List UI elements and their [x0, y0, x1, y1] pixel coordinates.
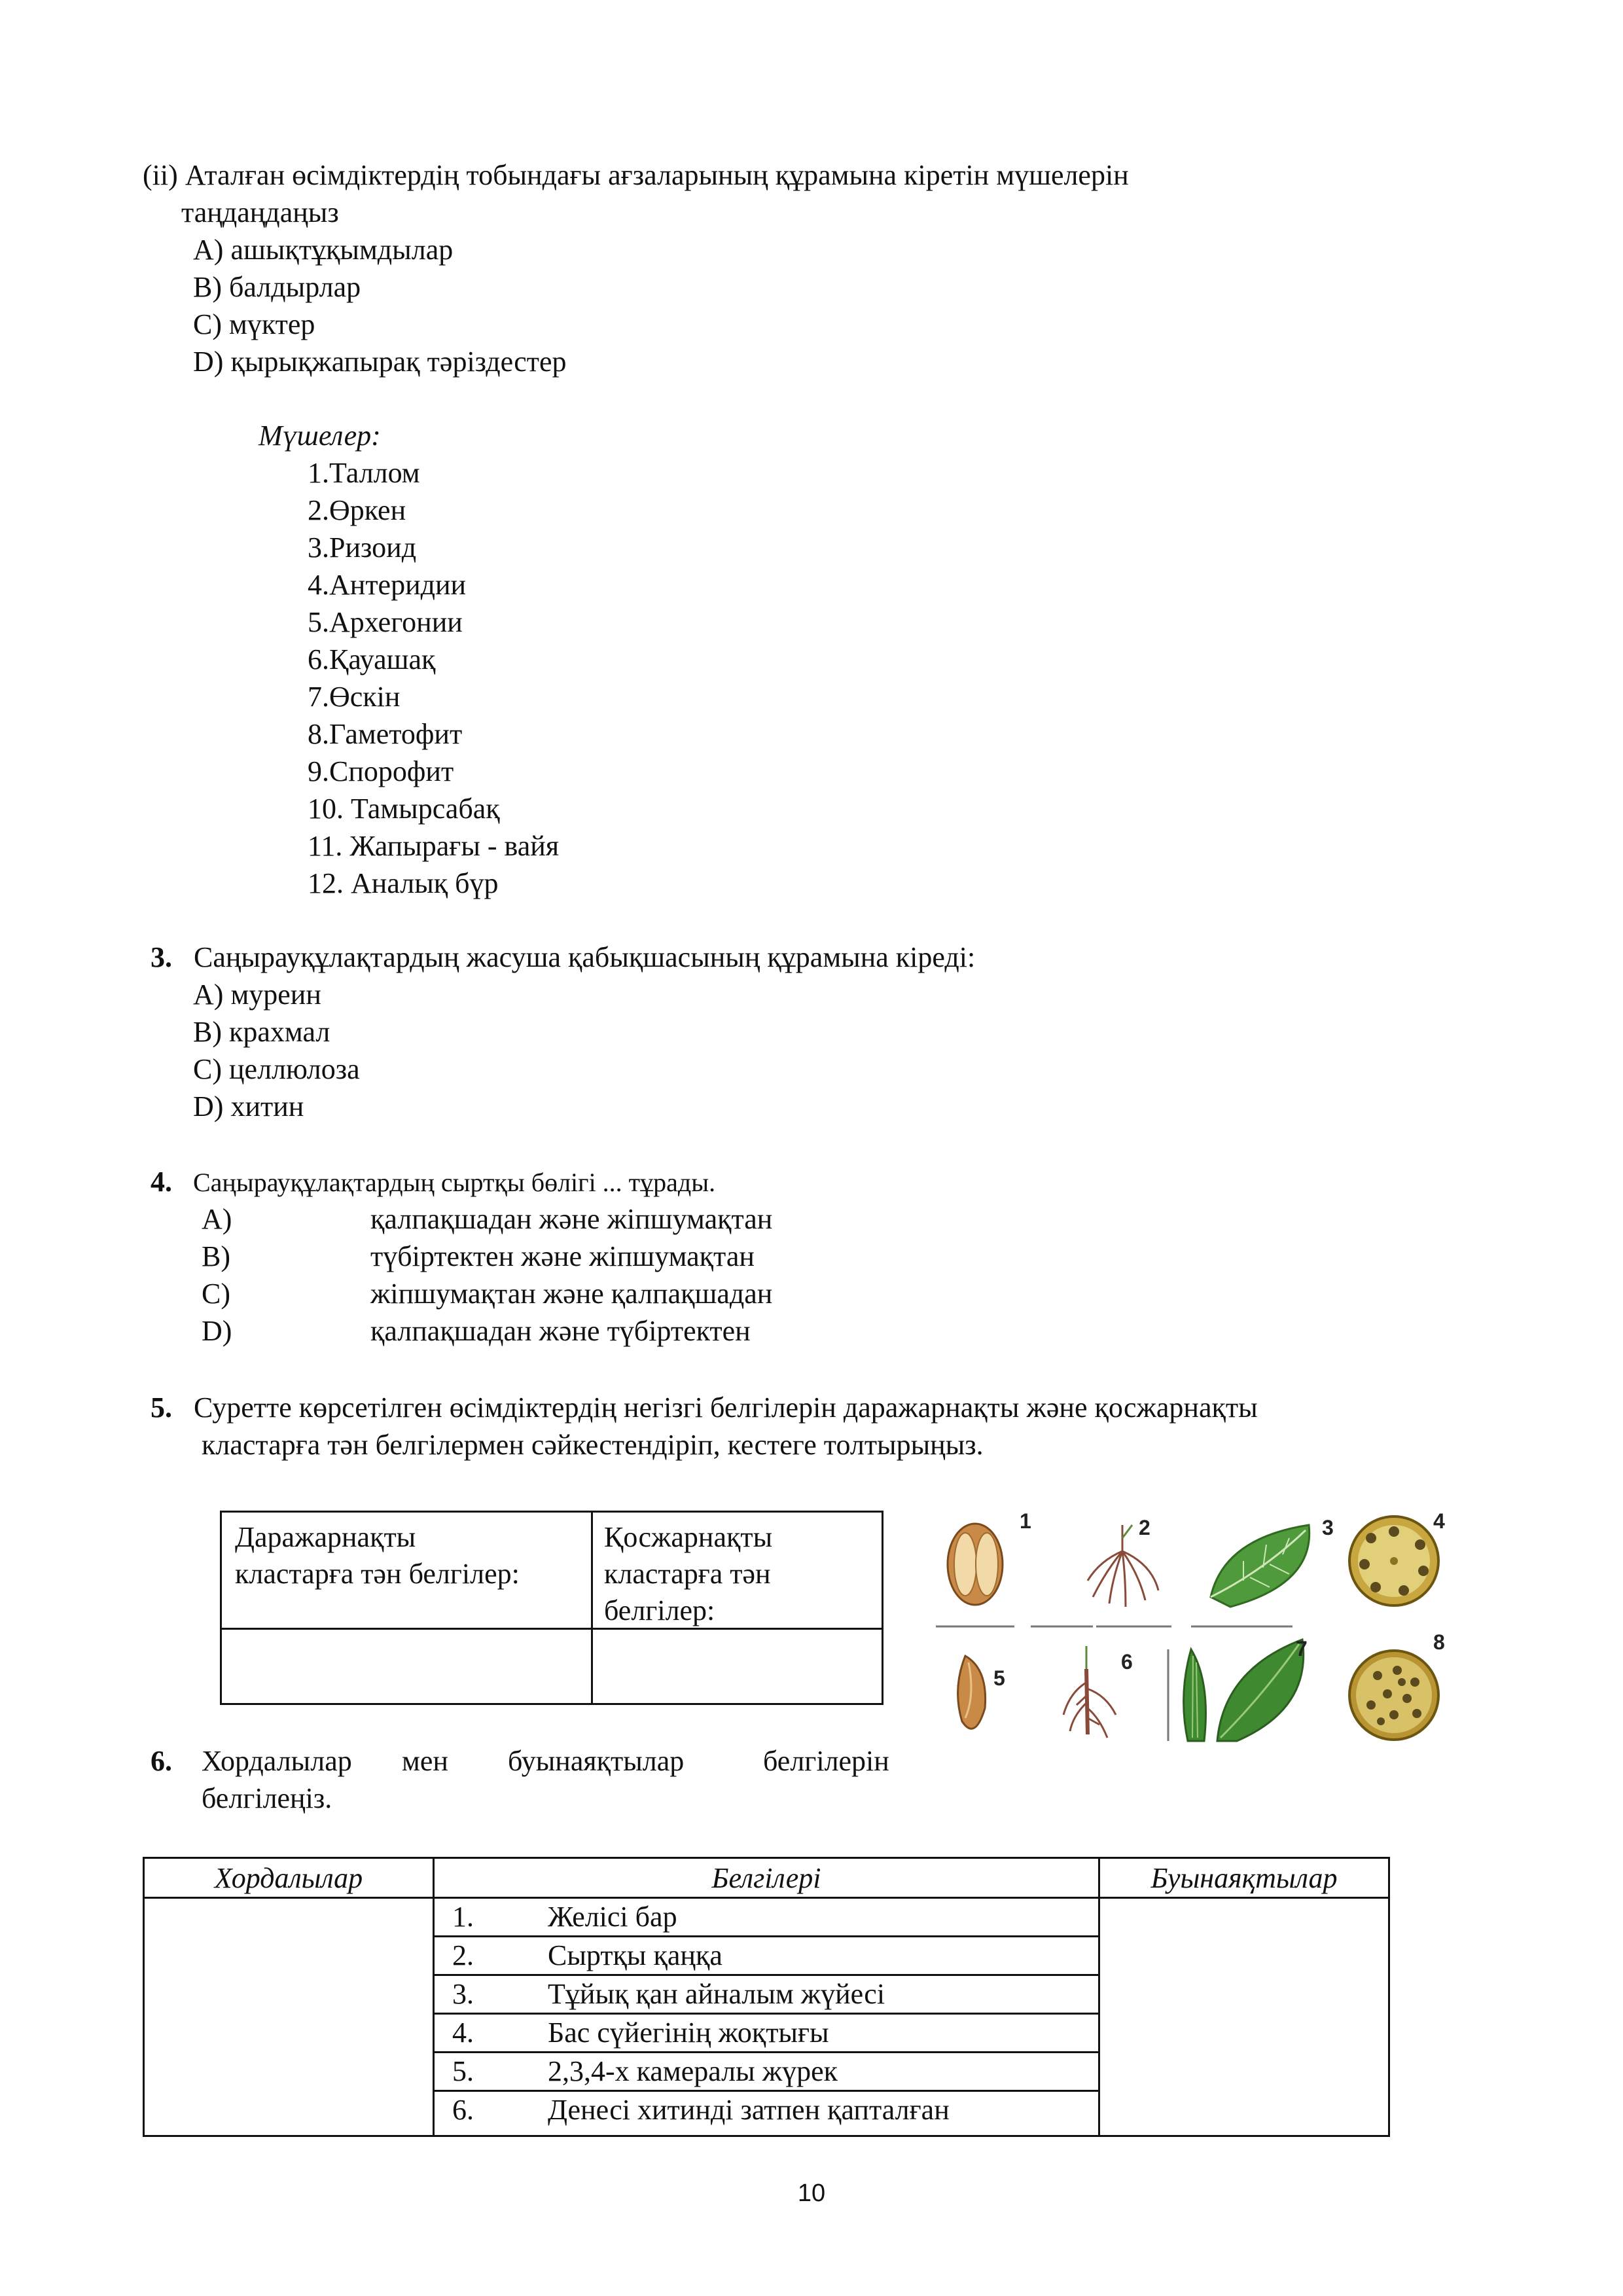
q5-question-line2: кластарға тəн белгілермен сəйкестендіріп, кестеге толтырыңыз.: [202, 1429, 984, 1461]
q4-option-text-c: жіпшумақтан жəне қалпақшадан: [370, 1278, 773, 1310]
list-item: 5.Архегонии: [308, 606, 463, 638]
q6-question-line2: белгілеңіз.: [202, 1782, 332, 1814]
list-item: 10. Тамырсабақ: [308, 793, 500, 825]
q5-header-monocot: Даражарнақты кластарға тəн белгілер:: [235, 1521, 520, 1590]
q4-option-text-d: қалпақшадан жəне түбіртектен: [370, 1315, 751, 1347]
q6-question-line1: [151, 1743, 172, 1780]
q4-option-letter-a: A): [202, 1203, 232, 1235]
part-ii-option-c: C) мүктер: [193, 308, 315, 340]
table-row-text: Бас сүйегінің жоқтығы: [548, 2017, 829, 2049]
list-item: 12. Аналық бүр: [308, 867, 499, 899]
table-row-text: Тұйық қан айналым жүйесі: [548, 1978, 885, 2010]
figure-label-6: 6: [1121, 1650, 1133, 1674]
q3-question: 3. Саңырауқұлақтардың жасуша қабықшасының құрамына кіреді:: [151, 941, 976, 973]
table-row-text: Сыртқы қаңқа: [548, 1939, 722, 1971]
q6-number: 6.: [151, 1745, 172, 1777]
seed-dicot-icon: [948, 1524, 1003, 1605]
q5-answer-cell-dicot[interactable]: [593, 1630, 882, 1703]
figure-label-3: 3: [1322, 1516, 1334, 1539]
figure-label-1: 1: [1020, 1509, 1031, 1533]
part-ii-question-line1: [143, 157, 1129, 194]
q5-question-line1: 5. Суретте көрсетілген өсімдіктердің негізгі белгілерін даражарнақты жəне қосжарнақты: [151, 1391, 1258, 1424]
table-row: 1.: [452, 1901, 474, 1933]
q6-header-features: Белгілері: [711, 1862, 821, 1894]
list-item: 8.Гаметофит: [308, 718, 463, 750]
list-item: 9.Спорофит: [308, 755, 454, 787]
page-number: 10: [797, 2179, 826, 2207]
q3-option-a: A) муреин: [193, 978, 321, 1011]
table-row: 3.: [452, 1978, 474, 2010]
table-row: 2.: [452, 1939, 474, 1971]
q4-question: 4. Саңырауқұлақтардың сыртқы бөлігі ... тұрады.: [151, 1166, 716, 1198]
list-item: 6.Қауашақ: [308, 643, 436, 675]
list-item: 2.Өркен: [308, 494, 406, 526]
table-row-text: Денесі хитинді затпен қапталған: [548, 2094, 950, 2126]
table-row-text: Желісі бар: [548, 1901, 677, 1933]
table-row: 5.: [452, 2055, 474, 2087]
table-row: 4.: [452, 2017, 474, 2049]
part-ii-question-line2: таңдаңдаңыз: [181, 196, 339, 228]
q6-header-chordates: Хордалылар: [214, 1862, 363, 1894]
q5-table: [220, 1511, 883, 1705]
q4-option-text-a: қалпақшадан жəне жіпшумақтан: [370, 1203, 773, 1235]
q3-number: 3.: [151, 941, 172, 973]
figure-label-8: 8: [1433, 1630, 1445, 1654]
figure-label-4: 4: [1433, 1509, 1445, 1533]
stem-section-ring-icon: [1349, 1516, 1438, 1605]
list-item: 11. Жапырағы - вайя: [308, 830, 560, 862]
part-ii-question-text: Аталған өсімдіктердің тобындағы ағзаларының құрамына кіретін мүшелерін: [185, 159, 1129, 191]
q4-option-letter-b: B): [202, 1240, 230, 1272]
figure-label-5: 5: [993, 1666, 1005, 1690]
parallel-veined-leaf-icon: [1184, 1649, 1206, 1741]
part-ii-option-b: B) балдырлар: [193, 271, 361, 303]
q3-option-b: B) крахмал: [193, 1016, 330, 1048]
q5-answer-cell-monocot[interactable]: [222, 1630, 591, 1703]
q6-table: [143, 1857, 1390, 2137]
tap-root-icon: [1063, 1646, 1116, 1738]
q5-header-dicot: Қосжарнақты кластарға тəн белгілер:: [604, 1521, 773, 1626]
q4-option-text-b: түбіртектен жəне жіпшумақтан: [370, 1240, 755, 1272]
q4-option-letter-d: D): [202, 1315, 232, 1347]
seed-monocot-icon: [958, 1656, 986, 1729]
list-item: 7.Өскін: [308, 681, 401, 713]
list-item: 3.Ризоид: [308, 531, 417, 564]
q5-number: 5.: [151, 1391, 172, 1424]
q3-option-d: D) хитин: [193, 1090, 304, 1122]
q4-number: 4.: [151, 1166, 172, 1198]
part-ii-option-a: A) ашықтұқымдылар: [193, 234, 454, 266]
q6-answer-cell-chordates[interactable]: [145, 1899, 433, 2135]
q4-option-letter-c: C): [202, 1278, 230, 1310]
q6-answer-cell-arthropods[interactable]: [1100, 1899, 1388, 2135]
table-row: 6.: [452, 2094, 474, 2126]
q3-option-c: C) целлюлоза: [193, 1053, 360, 1085]
members-heading: Мүшелер:: [259, 420, 381, 452]
part-ii-prefix: (ii): [143, 159, 178, 191]
list-item: 1.Таллом: [308, 457, 420, 489]
table-row-text: 2,3,4-х камералы жүрек: [548, 2055, 838, 2087]
plant-features-figure: [936, 1499, 1446, 1761]
broad-leaf-icon: [1217, 1640, 1304, 1741]
list-item: 4.Антеридии: [308, 569, 467, 601]
figure-label-2: 2: [1139, 1516, 1150, 1539]
part-ii-option-d: D) қырықжапырақ тəріздестер: [193, 346, 567, 378]
stem-section-scattered-icon: [1349, 1651, 1438, 1740]
net-veined-leaf-icon: [1211, 1525, 1310, 1607]
figure-label-7: 7: [1296, 1637, 1308, 1660]
q6-header-arthropods: Буынаяқтылар: [1150, 1862, 1338, 1894]
